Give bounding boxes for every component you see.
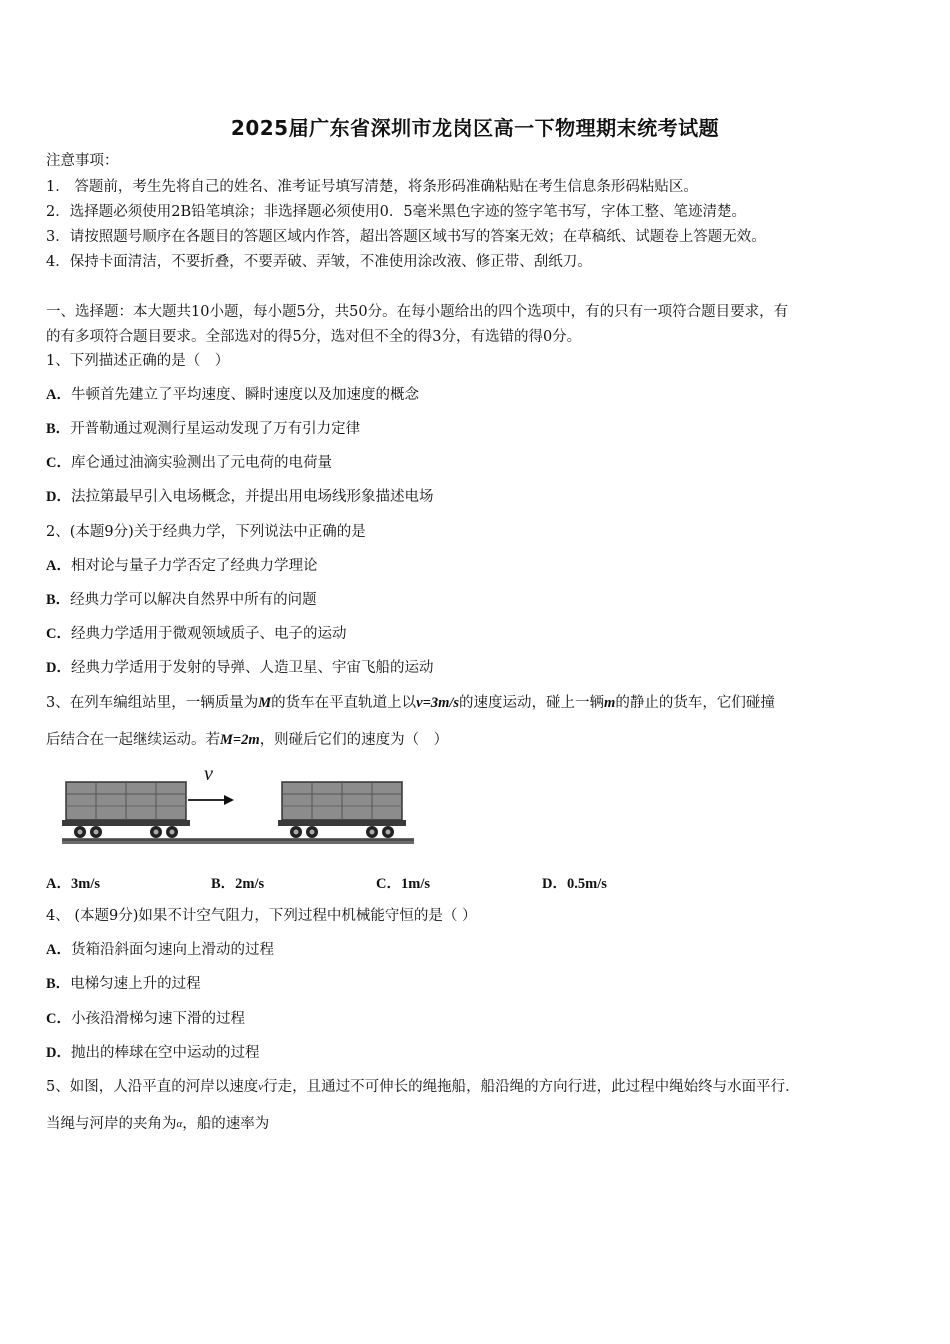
option-label: C． bbox=[376, 876, 401, 892]
option-label: A． bbox=[46, 387, 71, 403]
q1-stem: 1、下列描述正确的是（ ） bbox=[46, 353, 230, 369]
option-label: C． bbox=[46, 626, 71, 642]
option-text: 电梯匀速上升的过程 bbox=[70, 976, 201, 992]
option-text: 库仑通过油滴实验测出了元电荷的电荷量 bbox=[70, 455, 332, 471]
option-label: D． bbox=[46, 660, 71, 676]
q4-option-c bbox=[46, 1009, 245, 1029]
option-label: D． bbox=[46, 1045, 71, 1061]
notice-item-1: 1． 答题前，考生先将自己的姓名、准考证号填写清楚，将条形码准确粘贴在考生信息条形码粘贴区。 bbox=[46, 179, 698, 195]
q2-option-c bbox=[46, 624, 346, 644]
var-m: m bbox=[604, 695, 616, 711]
q4-option-b bbox=[46, 974, 201, 994]
notice-item-4: 4．保持卡面清洁，不要折叠，不要弄破、弄皱，不准使用涂改液、修正带、刮纸刀。 bbox=[46, 254, 592, 270]
option-text: 0.5m/s bbox=[566, 876, 607, 892]
freight-cars-figure bbox=[58, 760, 418, 852]
option-text: 开普勒通过观测行星运动发现了万有引力定律 bbox=[70, 421, 361, 437]
q3-option-c bbox=[376, 872, 430, 893]
q2-option-d bbox=[46, 658, 433, 678]
q3-option-b bbox=[211, 872, 264, 893]
option-text: 相对论与量子力学否定了经典力学理论 bbox=[70, 558, 318, 574]
q2-stem: 2、(本题9分)关于经典力学，下列说法中正确的是 bbox=[46, 524, 366, 540]
q3-stem-part: 3、在列车编组站里，一辆质量为 bbox=[46, 695, 259, 711]
q3-stem-part: 后结合在一起继续运动。若 bbox=[46, 732, 220, 748]
rail-track bbox=[62, 838, 414, 844]
option-label: D． bbox=[542, 876, 567, 892]
option-label: B． bbox=[46, 592, 71, 608]
q3-stem-line-1 bbox=[46, 693, 775, 713]
q3-options bbox=[46, 872, 746, 892]
section-intro-line-2: 的有多项符合题目要求。全部选对的得5分，选对但不全的得3分，有选错的得0分。 bbox=[46, 329, 582, 345]
option-text: 牛顿首先建立了平均速度、瞬时速度以及加速度的概念 bbox=[70, 387, 419, 403]
option-text: 2m/s bbox=[235, 876, 265, 892]
option-label: A． bbox=[46, 876, 71, 892]
notice-item-2: 2．选择题必须使用2B铅笔填涂；非选择题必须使用0．5毫米黑色字迹的签字笔书写，字体工整、笔迹清楚。 bbox=[46, 204, 747, 220]
section-intro-line-1: 一、选择题：本大题共10小题，每小题5分，共50分。在每小题给出的四个选项中，有的只有一项符合题目要求，有 bbox=[46, 304, 789, 320]
var-v: v=3m/s bbox=[416, 695, 460, 711]
var-v: v bbox=[258, 1081, 264, 1093]
velocity-label: v bbox=[204, 763, 213, 785]
option-text: 小孩沿滑梯匀速下滑的过程 bbox=[70, 1011, 245, 1027]
option-label: A． bbox=[46, 558, 71, 574]
q5-stem-line-2 bbox=[46, 1114, 269, 1134]
page-title: 2025届广东省深圳市龙岗区高一下物理期末统考试题 bbox=[230, 116, 720, 140]
q3-stem-part: 的货车在平直轨道上以 bbox=[271, 695, 417, 711]
notice-item-3: 3．请按照题号顺序在各题目的答题区域内作答，超出答题区域书写的答案无效；在草稿纸、试题卷上答题无效。 bbox=[46, 229, 766, 245]
option-text: 1m/s bbox=[400, 876, 430, 892]
q1-option-a bbox=[46, 385, 419, 405]
notice-heading: 注意事项： bbox=[46, 153, 119, 169]
var-M: M bbox=[258, 695, 272, 711]
q4-stem: 4、 (本题9分)如果不计空气阻力，下列过程中机械能守恒的是（ ） bbox=[46, 908, 477, 924]
option-text: 法拉第最早引入电场概念，并提出用电场线形象描述电场 bbox=[70, 489, 434, 505]
q1-option-b bbox=[46, 419, 360, 439]
option-text: 经典力学适用于发射的导弹、人造卫星、宇宙飞船的运动 bbox=[70, 660, 434, 676]
option-label: A． bbox=[46, 942, 71, 958]
q3-stem-part: 的速度运动，碰上一辆 bbox=[459, 695, 605, 711]
moving-freight-car bbox=[62, 782, 190, 838]
stationary-freight-car bbox=[278, 782, 406, 838]
q4-option-a bbox=[46, 940, 274, 960]
option-text: 货箱沿斜面匀速向上滑动的过程 bbox=[70, 942, 274, 958]
q5-stem-part: 行走，且通过不可伸长的绳拖船，船沿绳的方向行进，此过程中绳始终与水面平行． bbox=[263, 1079, 800, 1095]
q2-option-a bbox=[46, 556, 317, 576]
q5-stem-part: 5、如图，人沿平直的河岸以速度 bbox=[46, 1079, 259, 1095]
q4-option-d bbox=[46, 1043, 259, 1063]
option-label: C． bbox=[46, 455, 71, 471]
q5-stem-part: 当绳与河岸的夹角为 bbox=[46, 1116, 177, 1132]
q3-option-a bbox=[46, 872, 100, 893]
velocity-arrow-icon bbox=[188, 795, 234, 805]
option-text: 经典力学可以解决自然界中所有的问题 bbox=[70, 592, 317, 608]
option-text: 抛出的棒球在空中运动的过程 bbox=[70, 1045, 260, 1061]
q1-option-c bbox=[46, 453, 332, 473]
option-label: B． bbox=[211, 876, 236, 892]
var-condition: M=2m bbox=[220, 732, 260, 748]
option-label: D． bbox=[46, 489, 71, 505]
option-label: B． bbox=[46, 421, 71, 437]
q5-stem-part: ，船的速率为 bbox=[182, 1116, 270, 1132]
option-text: 经典力学适用于微观领域质子、电子的运动 bbox=[70, 626, 347, 642]
var-alpha: α bbox=[176, 1118, 183, 1130]
q5-stem-line-1 bbox=[46, 1077, 800, 1097]
q1-option-d bbox=[46, 487, 433, 507]
q3-option-d bbox=[542, 872, 607, 893]
q3-stem-line-2 bbox=[46, 730, 448, 750]
option-label: C． bbox=[46, 1011, 71, 1027]
option-text: 3m/s bbox=[70, 876, 100, 892]
q3-stem-part: ，则碰后它们的速度为（ ） bbox=[259, 732, 449, 748]
q2-option-b bbox=[46, 590, 317, 610]
q3-stem-part: 的静止的货车，它们碰撞 bbox=[615, 695, 775, 711]
option-label: B． bbox=[46, 976, 71, 992]
